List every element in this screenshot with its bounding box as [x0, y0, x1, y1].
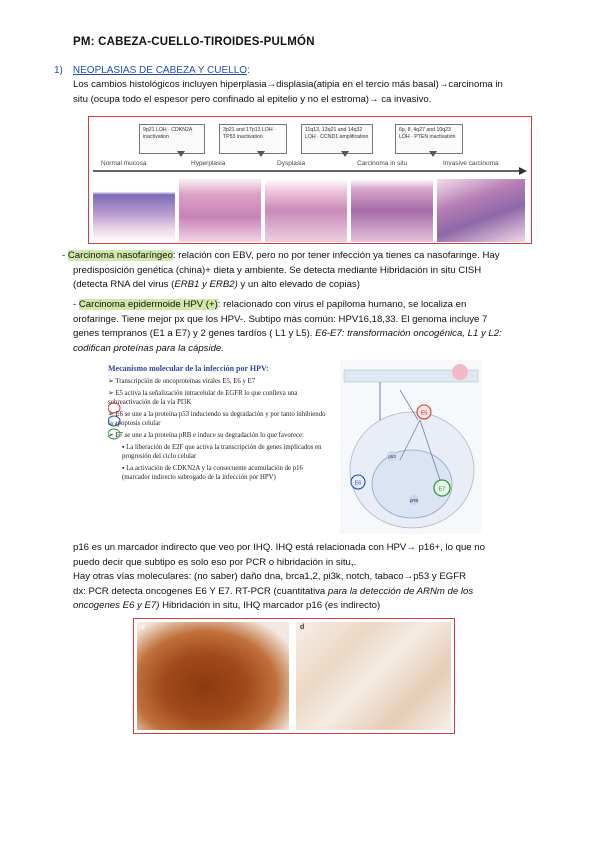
- section-heading: 1) NEOPLASIAS DE CABEZA Y CUELLO:: [54, 65, 250, 76]
- stage-label: Dysplasia: [277, 160, 306, 167]
- p53-label: p53: [388, 454, 396, 459]
- arrow-down-icon: [341, 151, 349, 157]
- section-number: 1): [54, 65, 63, 76]
- normal-mucosa-image: [93, 179, 175, 242]
- gene-box-1: 9p21 LOH · CDKN2A inactivation: [139, 124, 205, 154]
- mechanism-item: ➢ E7 se une a la proteína pRB e induce su degradación lo que favorece:: [108, 432, 304, 439]
- stage-label: Invasive carcinoma: [443, 160, 499, 167]
- e7-label: E7: [438, 486, 446, 493]
- panel-c-label: c: [141, 624, 145, 631]
- progression-arrow: [89, 165, 531, 177]
- mechanism-item: ➢ E5 activa la señalización intracelular de EGFR lo que conlleva una sobreactivación de la vía PI3K: [108, 390, 298, 406]
- arrow-right-icon: ➢: [108, 411, 116, 418]
- mechanism-heading: Mecanismo molecular de la infección por HPV:: [108, 364, 269, 373]
- gene-box-3: 11q13, 13q21 and 14q32 LOH · CCND1 amplification: [301, 124, 373, 154]
- p16-ihq-figure: [133, 618, 455, 734]
- section-label: NEOPLASIAS DE CABEZA Y CUELLO: [72, 65, 248, 76]
- intro-paragraph: [73, 78, 533, 107]
- arrow-down-icon: [429, 151, 437, 157]
- arrow-right-icon: ➢: [108, 378, 116, 385]
- hpv-term: Carcinoma epidermoide HPV (+): [78, 299, 218, 310]
- arrow-down-icon: [257, 151, 265, 157]
- intro-line-1: Los cambios histológicos incluyen hiperplasia→displasia(atipia en el tercio más basal)→carcinoma in: [73, 79, 503, 90]
- ihq-panel-c-image: [137, 622, 289, 730]
- arrow-right-icon: ➢: [108, 432, 116, 439]
- e5-label: E5: [420, 410, 428, 417]
- mechanism-subitem: ▪ La liberación de E2F que activa la transcripción de genes implicados en progresión del ciclo celular: [122, 444, 322, 460]
- dysplasia-image: [265, 179, 347, 242]
- nasopharyngeal-term: Carcinoma nasofaríngeo: [67, 250, 173, 261]
- gene-box-4: 6p, 8, 4q27 and 10q23 LOH · PTEN inactivation: [395, 124, 463, 154]
- circle-annotations: [108, 402, 122, 442]
- e6-label: E6: [354, 480, 362, 487]
- ihq-panel-d-image: [296, 622, 451, 730]
- gene-box-2: 3p21 and 17p13 LOH · TP53 inactivation: [219, 124, 287, 154]
- mechanism-item: ➢ E6 se une a la proteína p53 induciendo su degradación y por tanto inhibiendo la apoptosis celular: [108, 411, 326, 427]
- hpv-paragraph: - Carcinoma epidermoide HPV (+): relacionado con virus el papiloma humano, se localiza en orofaringe. Tiene mejor px que los HPV-. Subtipo más común: HPV16,18,33. El genoma incluye 7 genes tempranos (E1 a E7) y 2 genes tardíos ( L1 y L5). E6-E7: transformación oncogénica, L1 y L2: codifican proteínas para la cápside.: [73, 299, 502, 354]
- prb-label: pRB: [409, 498, 419, 503]
- hpv-mechanism-text: [108, 364, 330, 534]
- mechanism-subitem: ▪ La activación de CDKN2A y la consecuente acumulación de p16 (marcador indirecto subrogado de la infección por HPV): [122, 465, 303, 481]
- stage-label: Hyperplasia: [191, 160, 226, 167]
- mechanism-item: ➢ Transcripción de oncoproteínas virales E5, E6 y E7: [108, 378, 256, 385]
- carcinoma-in-situ-image: [351, 179, 433, 242]
- hpv-cell-diagram: [340, 360, 482, 534]
- bullet-icon: ▪: [122, 444, 127, 451]
- p16-paragraph: p16 es un marcador indirecto que veo por IHQ. IHQ está relacionada con HPV→ p16+, lo que no puedo decir que subtipo es solo eso por PCR o hibridación in situ,. Hay otras vías moleculares: (no saber) daño dna, brca1,2, pi3k, notch, tabaco→p53 y EGFR dx: PCR detecta oncogenes E6 Y E7. RT-PCR (cuantitativa para la detección de ARNm de los oncogenes E6 y E7) Hibridación in situ, IHQ marcador p16 (es indirecto): [73, 542, 485, 611]
- histology-progression-figure: [88, 116, 532, 244]
- arrow-down-icon: [177, 151, 185, 157]
- invasive-carcinoma-image: [437, 179, 525, 242]
- page-title: PM: CABEZA-CUELLO-TIROIDES-PULMÓN: [73, 36, 315, 48]
- arrow-right-icon: ➢: [108, 390, 116, 397]
- panel-d-label: d: [300, 624, 305, 631]
- bullet-icon: ▪: [122, 465, 127, 472]
- hyperplasia-image: [179, 179, 261, 242]
- stage-label: Normal mucosa: [101, 160, 147, 167]
- nasopharyngeal-paragraph: - Carcinoma nasofaríngeo: relación con EBV, pero no por tener infección ya tienes ca nasofaringe. Hay predisposición genética (china)+ dieta y ambiente. Se detecta mediante Hibridación in situ CISH (detecta RNA del virus (ERB1 y ERB2) y un alto elevado de copias): [62, 250, 500, 290]
- intro-line-2: situ (ocupa todo el espesor pero confinado al epitelio y no el estroma)→ ca invasivo.: [73, 93, 432, 105]
- stage-label: Carcinoma in situ: [357, 160, 408, 167]
